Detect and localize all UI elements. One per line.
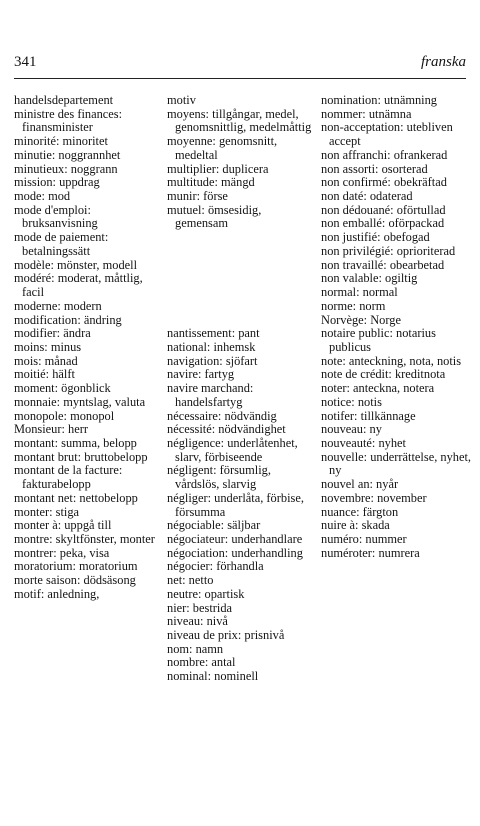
dictionary-entry: mutuel: ömsesidig, gemensam xyxy=(167,202,262,231)
dictionary-entry: non emballé: oförpackad xyxy=(321,216,445,231)
dictionary-entry: moratorium: moratorium xyxy=(14,559,138,574)
dictionary-entry: Monsieur: herr xyxy=(14,422,88,437)
dictionary-entry: navire: fartyg xyxy=(167,367,235,382)
dictionary-entry: moitié: hälft xyxy=(14,367,75,382)
dictionary-entry: nier: bestrida xyxy=(167,600,233,615)
dictionary-entry: non assorti: osorterad xyxy=(321,161,428,176)
entry-gap xyxy=(167,231,315,245)
dictionary-entry: numéroter: numrera xyxy=(321,545,420,560)
dictionary-entry: numéro: nummer xyxy=(321,532,407,546)
dictionary-entry: mois: månad xyxy=(14,353,78,368)
page-header xyxy=(14,54,466,74)
dictionary-entry: note: anteckning, nota, notis xyxy=(321,353,462,368)
dictionary-entry: non privilégié: oprioriterad xyxy=(321,243,456,258)
entry-gap xyxy=(167,286,315,300)
entry-gap xyxy=(167,245,315,259)
dictionary-entry: nuire à: skada xyxy=(321,518,390,533)
dictionary-entry: ministre des finances: finansminister xyxy=(14,106,123,135)
dictionary-entry: morte saison: dödsäsong xyxy=(14,573,136,588)
header-rule xyxy=(14,78,466,79)
entry-gap xyxy=(167,300,315,314)
dictionary-entry: monopole: monopol xyxy=(14,408,115,423)
dictionary-entry: montant net: nettobelopp xyxy=(14,490,138,505)
dictionary-entry: nantissement: pant xyxy=(167,326,260,341)
dictionary-entry: niveau de prix: prisnivå xyxy=(167,628,285,643)
dictionary-entry: munir: förse xyxy=(167,189,228,204)
dictionary-entry: minorité: minoritet xyxy=(14,134,108,149)
dictionary-entry: négligent: försumlig, vårdslös, slarvig xyxy=(167,463,271,492)
dictionary-entry: non-acceptation: utebliven accept xyxy=(321,120,453,149)
dictionary-entry: moins: minus xyxy=(14,339,82,354)
dictionary-entry: négociation: underhandling xyxy=(167,545,303,560)
dictionary-entry: montre: skyltfönster, monter xyxy=(14,532,155,546)
dictionary-entry: minutieux: noggrann xyxy=(14,161,118,176)
dictionary-entry: notifer: tillkännage xyxy=(321,408,416,423)
dictionary-entry: notice: notis xyxy=(321,394,382,409)
dictionary-entry: non dédouané: oförtullad xyxy=(321,202,446,217)
dictionary-entry: multitude: mängd xyxy=(167,175,255,190)
dictionary-entry: nouvelle: underrättelse, nyhet, ny xyxy=(321,449,472,478)
dictionary-entry: navire marchand: handelsfartyg xyxy=(167,381,254,409)
dictionary-entry: non valable: ogiltig xyxy=(321,271,418,286)
dictionary-entry: modification: ändring xyxy=(14,312,122,327)
dictionary-entry: nommer: utnämna xyxy=(321,106,412,121)
dictionary-entry: négocier: förhandla xyxy=(167,559,264,574)
running-head: franska xyxy=(421,54,466,70)
dictionary-entry: note de crédit: kreditnota xyxy=(321,367,446,382)
dictionary-entry: montant de la facture: fakturabelopp xyxy=(14,463,123,492)
dictionary-entry: non affranchi: ofrankerad xyxy=(321,147,448,162)
dictionary-entry: mode d'emploi: bruksanvisning xyxy=(14,202,98,231)
page-number: 341 xyxy=(14,54,37,70)
column-3 xyxy=(321,94,471,560)
dictionary-entry: modèle: mönster, modell xyxy=(14,257,138,272)
dictionary-entry: neutre: opartisk xyxy=(167,586,245,601)
dictionary-entry: nombre: antal xyxy=(167,655,236,670)
dictionary-entry: Norvège: Norge xyxy=(321,312,401,327)
dictionary-entry: notaire public: notarius publicus xyxy=(321,326,436,354)
dictionary-entry: navigation: sjöfart xyxy=(167,353,258,368)
dictionary-entry: monter: stiga xyxy=(14,504,80,519)
dictionary-entry: montant: summa, belopp xyxy=(14,435,137,450)
dictionary-entry: moderne: modern xyxy=(14,298,102,313)
dictionary-entry: national: inhemsk xyxy=(167,339,256,354)
column-1 xyxy=(14,94,162,602)
dictionary-entry: nom: namn xyxy=(167,641,224,656)
dictionary-entry: négociateur: underhandlare xyxy=(167,532,303,546)
dictionary-entry: normal: normal xyxy=(321,285,398,300)
dictionary-entry: non justifié: obefogad xyxy=(321,230,430,245)
dictionary-entry: niveau: nivå xyxy=(167,614,228,629)
dictionary-entry: monter à: uppgå till xyxy=(14,518,112,533)
dictionary-entry: nécessité: nödvändighet xyxy=(167,422,286,437)
dictionary-entry: multiplier: duplicera xyxy=(167,161,269,176)
dictionary-entry: net: netto xyxy=(167,573,214,588)
dictionary-entry: non daté: odaterad xyxy=(321,189,413,204)
dictionary-entry: mode: mod xyxy=(14,189,71,204)
dictionary-entry: nouveauté: nyhet xyxy=(321,435,406,450)
entry-gap xyxy=(167,259,315,273)
dictionary-entry: montant brut: bruttobelopp xyxy=(14,449,148,464)
dictionary-entry: norme: norm xyxy=(321,298,386,313)
dictionary-entry: moment: ögonblick xyxy=(14,381,111,396)
dictionary-entry: nuance: färgton xyxy=(321,504,399,519)
dictionary-entry: monnaie: myntslag, valuta xyxy=(14,394,146,409)
dictionary-entry: moyens: tillgångar, medel, genomsnittlig, medelmåttig xyxy=(167,106,312,135)
dictionary-entry: mode de paiement: betalningssätt xyxy=(14,230,109,258)
dictionary-entry: montrer: peka, visa xyxy=(14,545,110,560)
dictionary-entry: modéré: moderat, måttlig, facil xyxy=(14,271,143,300)
dictionary-entry: négligence: underlåtenhet, slarv, förbiseende xyxy=(167,435,298,464)
dictionary-entry: négociable: säljbar xyxy=(167,518,261,533)
dictionary-entry: nouveau: ny xyxy=(321,422,382,437)
dictionary-entry: nouvel an: nyår xyxy=(321,477,399,492)
dictionary-entry: handelsdepartement xyxy=(14,93,114,107)
dictionary-entry: noter: anteckna, notera xyxy=(321,381,435,396)
dictionary-entry: novembre: november xyxy=(321,490,427,505)
column-2 xyxy=(167,94,315,684)
entry-gap xyxy=(167,272,315,286)
dictionary-entry: non travaillé: obearbetad xyxy=(321,257,445,272)
dictionary-entry: modifier: ändra xyxy=(14,326,91,341)
dictionary-entry: nécessaire: nödvändig xyxy=(167,408,277,423)
dictionary-entry: motiv xyxy=(167,93,196,107)
dictionary-entry: motif: anledning, xyxy=(14,586,100,601)
entry-gap xyxy=(167,314,315,328)
dictionary-entry: nomination: utnämning xyxy=(321,93,437,107)
dictionary-entry: non confirmé: obekräftad xyxy=(321,175,447,190)
dictionary-entry: négliger: underlåta, förbise, försumma xyxy=(167,490,304,519)
dictionary-entry: nominal: nominell xyxy=(167,669,259,684)
dictionary-entry: moyenne: genomsnitt, medeltal xyxy=(167,134,278,162)
dictionary-entry: minutie: noggrannhet xyxy=(14,147,121,162)
dictionary-entry: mission: uppdrag xyxy=(14,175,100,190)
